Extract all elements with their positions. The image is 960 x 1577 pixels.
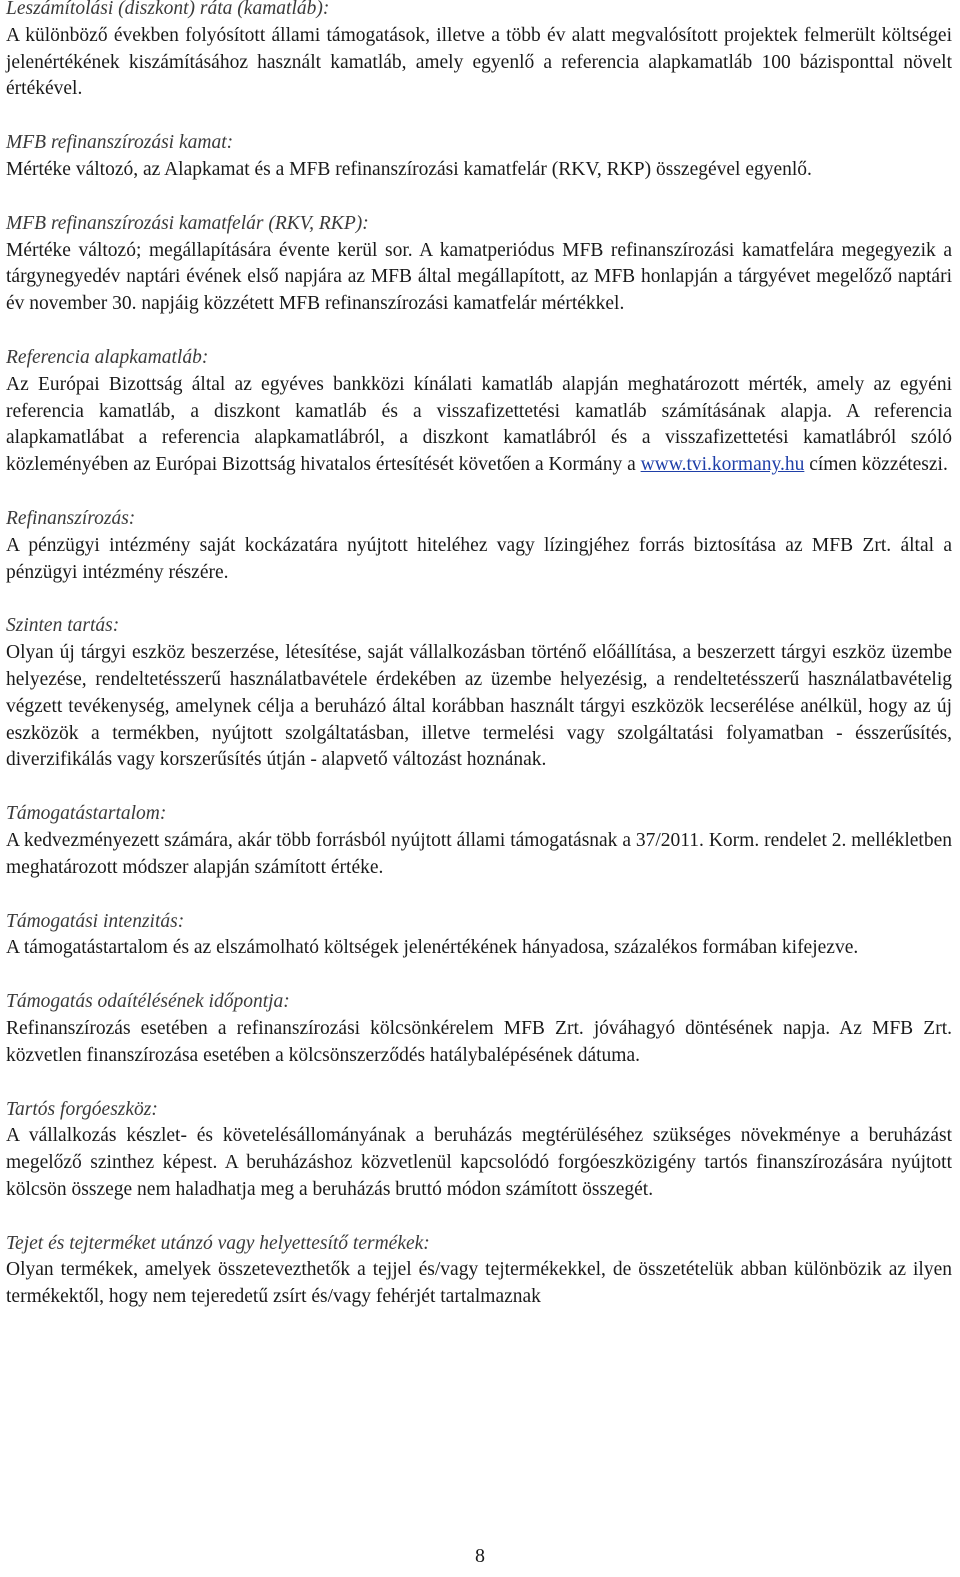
definition-referencia-alapkamatlab (6, 345, 952, 479)
definition-tejet-utanzo-termekek (6, 1231, 952, 1311)
definition-term: Támogatástartalom: (6, 803, 167, 825)
definition-term: Tartós forgóeszköz: (6, 1098, 158, 1120)
definition-body: Olyan termékek, amelyek összetevezthetők a tejjel és/vagy tejtermékekkel, de összetételük abban különbözik az ilyen termékektől, hogy nem tejeredetű zsírt és/vagy fehérjét tartalmaznak (6, 1259, 952, 1308)
page-number: 8 (475, 1545, 485, 1567)
definition-term: Szinten tartás: (6, 615, 120, 637)
document-page (6, 0, 952, 1338)
definition-body: Mértéke változó, az Alapkamat és a MFB refinanszírozási kamatfelár (RKV, RKP) összegével egyenlő. (6, 158, 812, 180)
definition-szinten-tartas (6, 613, 952, 774)
definition-mfb-refinanszirozasi-kamat (6, 130, 952, 184)
definition-term: Támogatás odaítélésének időpontja: (6, 991, 290, 1013)
definition-tamogatasi-intenzitas (6, 909, 952, 963)
definition-body: Mértéke változó; megállapítására évente kerül sor. A kamatperiódus MFB refinanszírozási kamatfelára megegyezik a tárgynegyedév naptári évének első napjára az MFB által megállapított, az MFB honlapján a tárgyévet megelőző naptári év november 30. napjáig közzétett MFB refinanszírozási kamatfelár mértékkel. (6, 239, 952, 315)
definition-term: Tejet és tejterméket utánzó vagy helyettesítő termékek: (6, 1232, 430, 1254)
definition-mfb-kamatfelar (6, 211, 952, 318)
kormany-website-link[interactable]: www.tvi.kormany.hu (640, 454, 805, 476)
definition-term: MFB refinanszírozási kamat: (6, 132, 234, 154)
definition-body: A különböző években folyósított állami támogatások, illetve a több év alatt megvalósított projektek felmerült költségei jelenértékének kiszámításához használt kamatláb, amely egyenlő a referencia alapkamatláb 100 bázisponttal növelt értékével. (6, 24, 952, 100)
definition-tamogatastartalom (6, 801, 952, 881)
definition-body: A pénzügyi intézmény saját kockázatára nyújtott hiteléhez vagy lízingjéhez forrás biztosítása az MFB Zrt. által a pénzügyi intézmény részére. (6, 534, 952, 583)
definition-refinanszirozas (6, 506, 952, 586)
definition-term: Referencia alapkamatláb: (6, 346, 209, 368)
definition-body: A vállalkozás készlet- és követelésállományának a beruházás megtérüléséhez szükséges növekménye a beruházást megelőző szinthez képest. A beruházáshoz közvetlenül kapcsolódó forgóeszközigény tartós finanszírozására nyújtott kölcsön összege nem haladhatja meg a beruházás bruttó módon számított összegét. (6, 1125, 952, 1200)
definition-tartos-forgoeszkoz (6, 1097, 952, 1204)
definition-term: Támogatási intenzitás: (6, 910, 185, 932)
definition-term: Leszámítolási (diszkont) ráta (kamatláb): (6, 0, 330, 19)
definition-body: Olyan új tárgyi eszköz beszerzése, létesítése, saját vállalkozásban történő előállítása, a beszerzett tárgyi eszköz üzembe helyezése, rendeltetésszerű használatbavétele érdekében az üzembe helyezésig, a rendeltetésszerű használatbavételig végzett tevékenység, amelynek célja a beruházó által korábban használt tárgyi eszközök lecserélése anélkül, hogy az új eszközök a termékben, nyújtott szolgáltatásban, illetve termelési vagy szolgáltatási folyamatban - ésszerűsítés, diverzifikálás vagy korszerűsítés útján - alapvető változást hoznának. (6, 642, 952, 771)
definition-body: A támogatástartalom és az elszámolható költségek jelenértékének hányadosa, százalékos formában kifejezve. (6, 937, 859, 959)
definition-term: MFB refinanszírozási kamatfelár (RKV, RKP): (6, 212, 369, 234)
definition-term: Refinanszírozás: (6, 507, 136, 529)
definition-body: Refinanszírozás esetében a refinanszírozási kölcsönkérelem MFB Zrt. jóváhagyó döntésének napja. Az MFB Zrt. közvetlen finanszírozása esetében a kölcsönszerződés hatálybalépésének dátuma. (6, 1017, 952, 1066)
definition-body: A kedvezményezett számára, akár több forrásból nyújtott állami támogatásnak a 37/2011. Korm. rendelet 2. mellékletben meghatározott módszer alapján számított értéke. (6, 829, 952, 878)
definition-leszamitolasi-rata (6, 0, 952, 103)
definition-body-text: Az Európai Bizottság által az egyéves bankközi kínálati kamatláb alapján meghatározott mérték, amely az egyéni referencia kamatláb, a diszkont kamatláb és a visszafizettetési kamatláb számításának alapja. A referencia alapkamatlábat a referencia alapkamatlábról, a diszkont kamatlábról és a visszafizettetési kamatlábról szóló közleményében az Európai Bizottság hivatalos értesítését követően a Kormány a (6, 373, 952, 476)
definition-odaiteles-idopontja (6, 989, 952, 1069)
definition-body-text-end: címen közzéteszi. (804, 454, 948, 476)
definition-body (6, 372, 952, 479)
